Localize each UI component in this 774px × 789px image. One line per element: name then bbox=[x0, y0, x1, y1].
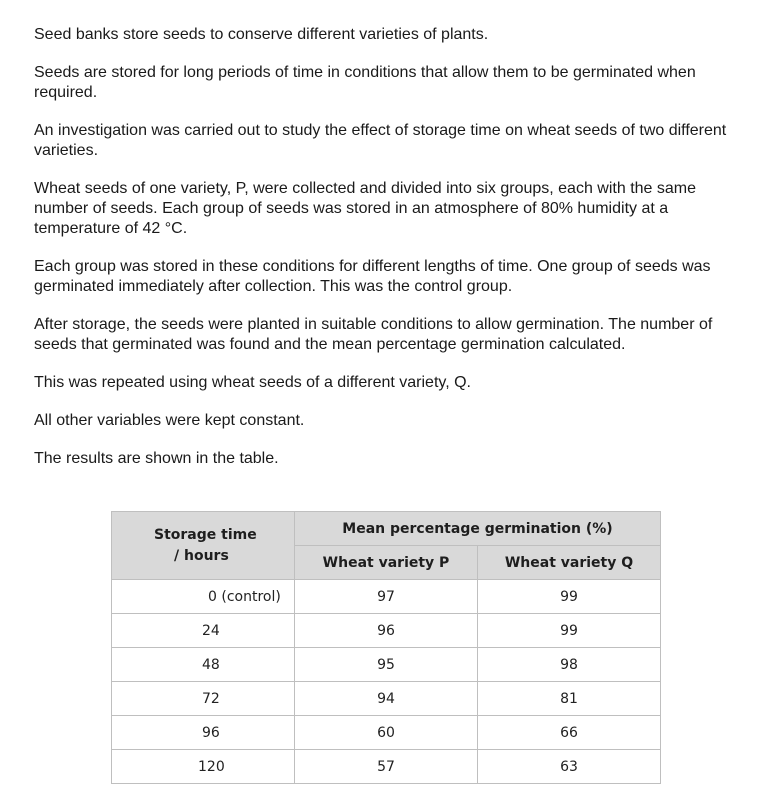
header-storage-time-line1: Storage time bbox=[154, 526, 257, 543]
results-table bbox=[111, 511, 661, 784]
storage-time-cell: 24 bbox=[112, 614, 295, 648]
paragraph-3: An investigation was carried out to study the effect of storage time on wheat seeds of two different varieties. bbox=[34, 122, 727, 159]
variety-p-cell: 96 bbox=[295, 614, 478, 648]
header-storage-time bbox=[112, 512, 295, 580]
table-row bbox=[112, 750, 661, 784]
storage-time-cell: 96 bbox=[112, 716, 295, 750]
variety-q-cell: 99 bbox=[478, 580, 661, 614]
header-variety-p: Wheat variety P bbox=[295, 546, 478, 580]
variety-p-cell: 95 bbox=[295, 648, 478, 682]
table-row bbox=[112, 580, 661, 614]
variety-p-cell: 94 bbox=[295, 682, 478, 716]
table-row bbox=[112, 614, 661, 648]
header-mean-germination: Mean percentage germination (%) bbox=[295, 512, 661, 546]
storage-time-cell: 120 bbox=[112, 750, 295, 784]
variety-q-cell: 98 bbox=[478, 648, 661, 682]
paragraph-4: Wheat seeds of one variety, P, were collected and divided into six groups, each with the same number of seeds. Each group of seeds was stored in an atmosphere of 80% humidity at a temperature of 42 °C. bbox=[34, 180, 696, 237]
paragraph-7: This was repeated using wheat seeds of a different variety, Q. bbox=[34, 374, 471, 391]
paragraph-8: All other variables were kept constant. bbox=[34, 412, 305, 429]
header-storage-time-line2: / hours bbox=[174, 547, 229, 564]
variety-p-cell: 57 bbox=[295, 750, 478, 784]
variety-q-cell: 81 bbox=[478, 682, 661, 716]
storage-time-cell: 48 bbox=[112, 648, 295, 682]
table-header-row bbox=[112, 512, 661, 546]
question-text bbox=[34, 25, 744, 469]
variety-q-cell: 99 bbox=[478, 614, 661, 648]
header-variety-q: Wheat variety Q bbox=[478, 546, 661, 580]
paragraph-5: Each group was stored in these conditions for different lengths of time. One group of seeds was germinated immediately after collection. This was the control group. bbox=[34, 258, 711, 295]
table-row bbox=[112, 682, 661, 716]
paragraph-1: Seed banks store seeds to conserve different varieties of plants. bbox=[34, 26, 489, 43]
paragraph-2: Seeds are stored for long periods of time in conditions that allow them to be germinated when required. bbox=[34, 64, 696, 101]
paragraph-6: After storage, the seeds were planted in suitable conditions to allow germination. The number of seeds that germinated was found and the mean percentage germination calculated. bbox=[34, 316, 713, 353]
storage-time-cell: 0 (control) bbox=[112, 580, 295, 614]
variety-q-cell: 66 bbox=[478, 716, 661, 750]
storage-time-cell: 72 bbox=[112, 682, 295, 716]
variety-p-cell: 60 bbox=[295, 716, 478, 750]
variety-p-cell: 97 bbox=[295, 580, 478, 614]
results-table-wrapper bbox=[111, 511, 661, 784]
paragraph-9: The results are shown in the table. bbox=[34, 450, 279, 467]
table-row bbox=[112, 716, 661, 750]
table-row bbox=[112, 648, 661, 682]
variety-q-cell: 63 bbox=[478, 750, 661, 784]
